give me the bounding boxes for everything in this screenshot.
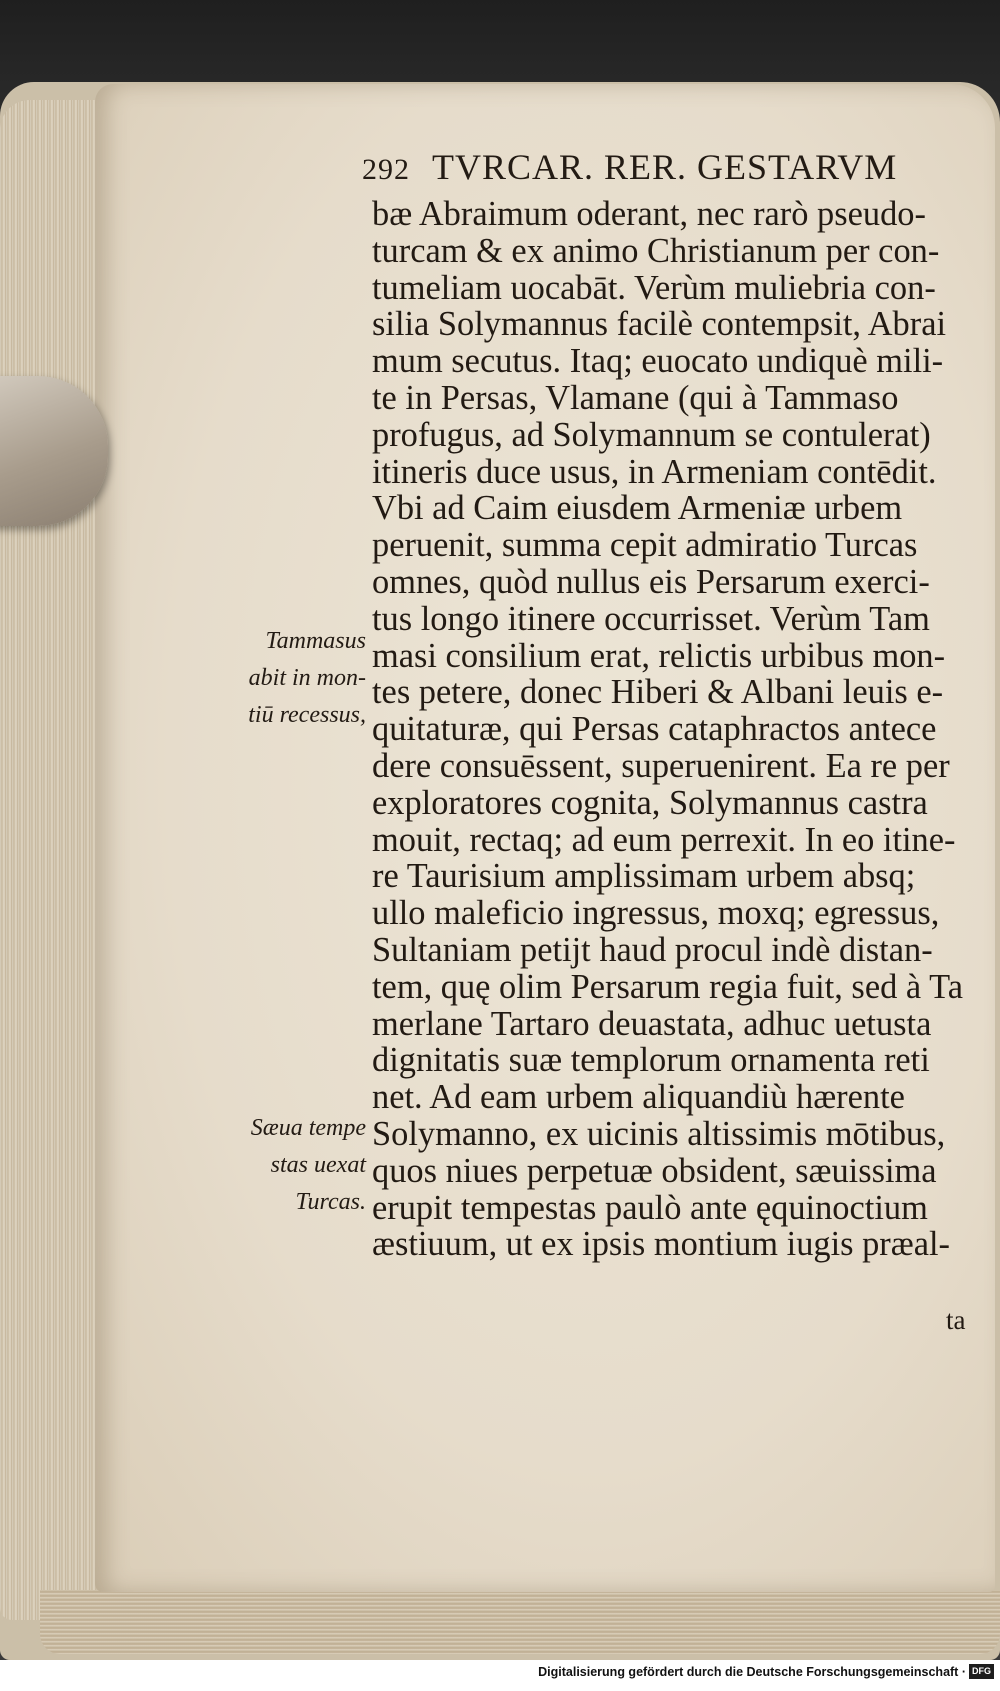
- marginal-note-line: tiū recessus,: [248, 702, 366, 728]
- marginal-note-line: stas uexat: [270, 1152, 366, 1178]
- text-line: masi consilium erat, relictis urbibus mon-: [372, 636, 946, 675]
- running-head: [362, 146, 922, 190]
- text-line: dere consuēssent, superuenirent. Ea re per: [372, 746, 950, 785]
- text-line: tem, quę olim Persarum regia fuit, sed à Ta: [372, 967, 963, 1006]
- body-text: [372, 196, 980, 1263]
- footer-bar: [0, 1662, 1000, 1691]
- marginal-note-line: Tammasus: [265, 628, 366, 654]
- marginal-note-line: Sæua tempe: [250, 1115, 366, 1141]
- text-line: profugus, ad Solymannum se contulerat): [372, 415, 931, 454]
- text-line: re Taurisium amplissimam urbem absq;: [372, 857, 916, 896]
- running-title: TVRCAR. RER. GESTARVM: [432, 147, 898, 187]
- catchword: ta: [946, 1305, 966, 1335]
- text-line: tumeliam uocabāt. Verùm muliebria con-: [372, 268, 936, 307]
- dfg-logo: DFG: [969, 1664, 994, 1679]
- text-line: æstiuum, ut ex ipsis montium iugis præal-: [372, 1225, 950, 1264]
- text-line: turcam & ex animo Christianum per con-: [372, 231, 940, 270]
- text-line: mouit, rectaq; ad eum perrexit. In eo itine-: [372, 820, 956, 859]
- funding-credit: Digitalisierung gefördert durch die Deutsche Forschungsgemeinschaft ·: [538, 1665, 966, 1679]
- page-edges-bottom: [40, 1590, 1000, 1654]
- text-line: omnes, quòd nullus eis Persarum exerci-: [372, 562, 930, 601]
- text-line: tes petere, donec Hiberi & Albani leuis e-: [372, 673, 944, 712]
- text-line: exploratores cognita, Solymannus castra: [372, 783, 928, 822]
- text-line: merlane Tartaro deuastata, adhuc uetusta: [372, 1004, 932, 1043]
- text-line: mum secutus. Itaq; euocato undiquè mili-: [372, 342, 944, 381]
- text-line: bæ Abraimum oderant, nec rarò pseudo-: [372, 195, 926, 233]
- text-line: net. Ad eam urbem aliquandiù hærente: [372, 1078, 905, 1117]
- page-number: 292: [362, 153, 410, 186]
- text-line: silia Solymannus facilè contempsit, Abrai: [372, 305, 947, 344]
- marginal-note-line: Turcas.: [295, 1189, 366, 1215]
- marginal-note-line: abit in mon-: [248, 665, 366, 691]
- text-line: quos niues perpetuæ obsident, sæuissima: [372, 1151, 937, 1190]
- text-line: te in Persas, Vlamane (qui à Tammaso: [372, 378, 899, 417]
- marginal-note-tammasus: [196, 623, 366, 734]
- text-line: Vbi ad Caim eiusdem Armeniæ urbem: [372, 489, 903, 528]
- text-line: tus longo itinere occurrisset. Verùm Tam: [372, 599, 930, 638]
- text-line: peruenit, summa cepit admiratio Turcas: [372, 526, 918, 565]
- text-line: ullo maleficio ingressus, moxq; egressus,: [372, 894, 940, 933]
- page-edges-left: [0, 100, 96, 1620]
- text-line: Solymanno, ex uicinis altissimis mōtibus,: [372, 1114, 946, 1153]
- text-line: itineris duce usus, in Armeniam contēdit.: [372, 452, 937, 491]
- marginal-note-tempestas: [196, 1110, 366, 1221]
- text-line: dignitatis suæ templorum ornamenta reti: [372, 1041, 930, 1080]
- text-line: quitaturæ, qui Persas cataphractos antece: [372, 710, 937, 749]
- text-line: erupit tempestas paulò ante ęquinoctium: [372, 1188, 928, 1227]
- text-line: Sultaniam petijt haud procul indè distan-: [372, 930, 933, 969]
